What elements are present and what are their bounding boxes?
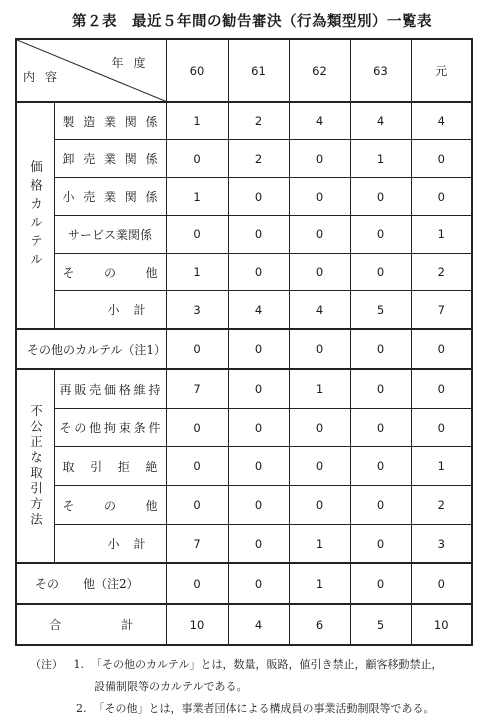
- value-cell: 0: [166, 486, 228, 525]
- row-label: 取引拒絶: [54, 447, 166, 486]
- value-cell: 0: [411, 140, 472, 178]
- footnote-text: 「その他のカルテル」とは，数量，販路，値引き禁止，顧客移動禁止，: [91, 658, 443, 671]
- value-cell: 0: [289, 329, 350, 370]
- value-cell: 0: [289, 486, 350, 525]
- value-cell: 0: [228, 215, 289, 253]
- row-label: その他: [54, 253, 166, 291]
- value-cell: 0: [289, 408, 350, 447]
- value-cell: 4: [289, 291, 350, 329]
- row-label: その 他（注2）: [16, 563, 166, 604]
- value-cell: 1: [166, 178, 228, 216]
- value-cell: 10: [166, 604, 228, 645]
- value-cell: 0: [228, 447, 289, 486]
- value-cell: 0: [411, 369, 472, 408]
- value-cell: 4: [289, 102, 350, 140]
- value-cell: 1: [289, 369, 350, 408]
- row-label: 卸売業関係: [54, 140, 166, 178]
- footnotes: [30, 654, 490, 720]
- value-cell: 10: [411, 604, 472, 645]
- year-header: 60: [166, 39, 228, 102]
- value-cell: 0: [350, 215, 411, 253]
- value-cell: 0: [350, 253, 411, 291]
- value-cell: 4: [228, 291, 289, 329]
- value-cell: 0: [166, 215, 228, 253]
- value-cell: 0: [228, 369, 289, 408]
- value-cell: 1: [411, 215, 472, 253]
- value-cell: 0: [166, 447, 228, 486]
- value-cell: 0: [289, 215, 350, 253]
- value-cell: 4: [350, 102, 411, 140]
- table-row: [16, 253, 472, 291]
- table-row: [16, 369, 472, 408]
- value-cell: 0: [350, 408, 411, 447]
- value-cell: 3: [166, 291, 228, 329]
- value-cell: 2: [228, 102, 289, 140]
- value-cell: 7: [166, 369, 228, 408]
- table-row: [16, 486, 472, 525]
- value-cell: 0: [166, 563, 228, 604]
- value-cell: 0: [411, 329, 472, 370]
- value-cell: 0: [350, 447, 411, 486]
- value-cell: 0: [166, 408, 228, 447]
- value-cell: 0: [228, 525, 289, 564]
- footnote-number: 2.: [76, 702, 87, 715]
- value-cell: 0: [228, 253, 289, 291]
- footnote-1: [30, 654, 490, 676]
- table-row: [16, 447, 472, 486]
- value-cell: 0: [228, 486, 289, 525]
- value-cell: 0: [228, 178, 289, 216]
- total-row: [16, 604, 472, 645]
- value-cell: 1: [289, 563, 350, 604]
- value-cell: 0: [350, 563, 411, 604]
- table-title: 第２表 最近５年間の勧告審決（行為類型別）一覧表: [72, 13, 432, 30]
- decisions-table: [15, 38, 473, 646]
- value-cell: 7: [411, 291, 472, 329]
- footnote-text: 「その他」とは，事業者団体による構成員の事業活動制限等である。: [93, 702, 435, 715]
- row-label: 製造業関係: [54, 102, 166, 140]
- table-row: [16, 329, 472, 370]
- footnote-1-continued: [30, 676, 490, 698]
- group-label-cell: [16, 102, 54, 328]
- group-label-unfair-trade: 不公正な取引方法: [28, 404, 44, 529]
- value-cell: 0: [350, 329, 411, 370]
- value-cell: 4: [411, 102, 472, 140]
- value-cell: 1: [289, 525, 350, 564]
- header-diagonal-cell: [16, 39, 166, 102]
- row-label: その他: [54, 486, 166, 525]
- content-axis-label: 内容: [23, 70, 68, 85]
- row-label: 合 計: [16, 604, 166, 645]
- year-header: 61: [228, 39, 289, 102]
- value-cell: 0: [350, 486, 411, 525]
- table-row: [16, 140, 472, 178]
- row-label: 小計: [54, 291, 166, 329]
- value-cell: 0: [411, 178, 472, 216]
- row-label: その他のカルテル（注1）: [16, 329, 166, 370]
- value-cell: 5: [350, 291, 411, 329]
- value-cell: 0: [228, 408, 289, 447]
- year-header: 63: [350, 39, 411, 102]
- year-header: 元: [411, 39, 472, 102]
- value-cell: 0: [289, 140, 350, 178]
- footnote-number: 1.: [73, 658, 84, 671]
- value-cell: 0: [411, 408, 472, 447]
- table-row: [16, 563, 472, 604]
- group-label-price-cartel: 価格カルテル: [28, 159, 44, 271]
- table-row: [16, 178, 472, 216]
- value-cell: 0: [166, 140, 228, 178]
- value-cell: 0: [228, 329, 289, 370]
- value-cell: 0: [350, 178, 411, 216]
- value-cell: 3: [411, 525, 472, 564]
- value-cell: 0: [289, 253, 350, 291]
- value-cell: 5: [350, 604, 411, 645]
- value-cell: 0: [350, 369, 411, 408]
- footnote-2: [30, 698, 490, 720]
- value-cell: 0: [350, 525, 411, 564]
- value-cell: 1: [166, 102, 228, 140]
- value-cell: 6: [289, 604, 350, 645]
- footnote-prefix: （注）: [30, 658, 63, 671]
- value-cell: 0: [411, 563, 472, 604]
- value-cell: 0: [166, 329, 228, 370]
- value-cell: 1: [350, 140, 411, 178]
- table-row: [16, 215, 472, 253]
- group-label-cell: [16, 369, 54, 563]
- value-cell: 2: [228, 140, 289, 178]
- value-cell: 2: [411, 253, 472, 291]
- value-cell: 7: [166, 525, 228, 564]
- table-row: [16, 408, 472, 447]
- value-cell: 4: [228, 604, 289, 645]
- value-cell: 0: [289, 178, 350, 216]
- row-label: サービス業関係: [54, 215, 166, 253]
- value-cell: 0: [289, 447, 350, 486]
- row-label: 再販売価格維持: [54, 369, 166, 408]
- table-row: [16, 102, 472, 140]
- subtotal-row: [16, 525, 472, 564]
- footnote-text: 設備制限等のカルテルである。: [94, 680, 248, 693]
- value-cell: 1: [411, 447, 472, 486]
- subtotal-row: [16, 291, 472, 329]
- header-row: [16, 39, 472, 102]
- year-axis-label: 年度: [111, 56, 156, 70]
- row-label: その他拘束条件: [54, 408, 166, 447]
- row-label: 小売業関係: [54, 178, 166, 216]
- value-cell: 1: [166, 253, 228, 291]
- value-cell: 2: [411, 486, 472, 525]
- row-label: 小計: [54, 525, 166, 564]
- value-cell: 0: [228, 563, 289, 604]
- year-header: 62: [289, 39, 350, 102]
